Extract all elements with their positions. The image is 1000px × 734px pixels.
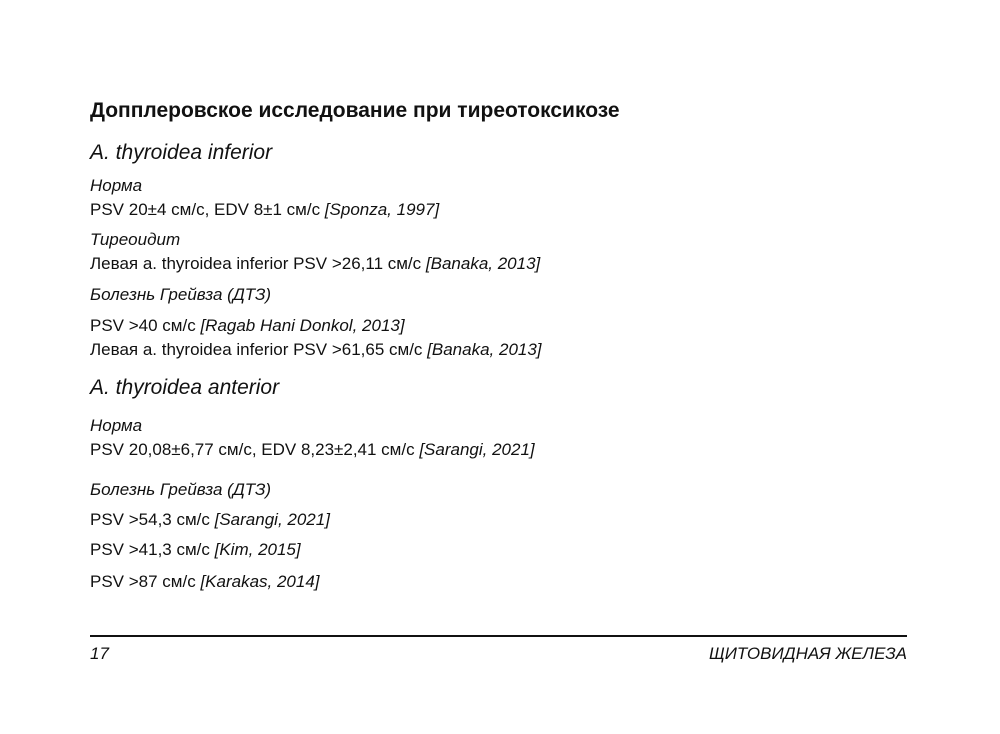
line-text: PSV >87 см/с xyxy=(90,572,201,591)
group-label-norm: Норма xyxy=(90,416,143,435)
data-line xyxy=(90,572,320,592)
data-line xyxy=(90,316,405,336)
line-text: PSV >41,3 см/с xyxy=(90,540,215,559)
citation: [Karakas, 2014] xyxy=(200,572,320,591)
citation: [Sponza, 1997] xyxy=(324,200,440,219)
data-line xyxy=(90,340,542,360)
citation: [Sarangi, 2021] xyxy=(419,440,535,459)
data-line xyxy=(90,440,535,460)
running-head: ЩИТОВИДНАЯ ЖЕЛЕЗА xyxy=(709,644,907,663)
data-line xyxy=(90,200,439,220)
page-number: 17 xyxy=(90,644,109,663)
line-text: PSV 20,08±6,77 см/с, EDV 8,23±2,41 см/с xyxy=(90,440,420,459)
citation: [Sarangi, 2021] xyxy=(214,510,330,529)
line-text: Левая а. thyroidea inferior PSV >61,65 см/с xyxy=(90,340,428,359)
line-text: PSV 20±4 см/с, EDV 8±1 см/с xyxy=(90,200,325,219)
footer-divider xyxy=(90,635,907,637)
data-line xyxy=(90,254,540,274)
citation: [Banaka, 2013] xyxy=(427,340,542,359)
section-heading-inferior: A. thyroidea inferior xyxy=(90,141,273,164)
group-label-thyroiditis: Тиреоидит xyxy=(90,230,181,249)
line-text: PSV >40 см/с xyxy=(90,316,201,335)
line-text: Левая а. thyroidea inferior PSV >26,11 см/с xyxy=(90,254,426,273)
citation: [Ragab Hani Donkol, 2013] xyxy=(200,316,405,335)
section-heading-anterior: A. thyroidea anterior xyxy=(90,376,280,399)
group-label-graves: Болезнь Грейвза (ДТЗ) xyxy=(90,480,272,499)
group-label-norm: Норма xyxy=(90,176,143,195)
group-label-graves: Болезнь Грейвза (ДТЗ) xyxy=(90,285,272,304)
line-text: PSV >54,3 см/с xyxy=(90,510,215,529)
page-title: Допплеровское исследование при тиреотоксикозе xyxy=(90,99,620,122)
data-line xyxy=(90,510,330,530)
data-line xyxy=(90,540,301,560)
citation: [Kim, 2015] xyxy=(214,540,301,559)
citation: [Banaka, 2013] xyxy=(425,254,541,273)
